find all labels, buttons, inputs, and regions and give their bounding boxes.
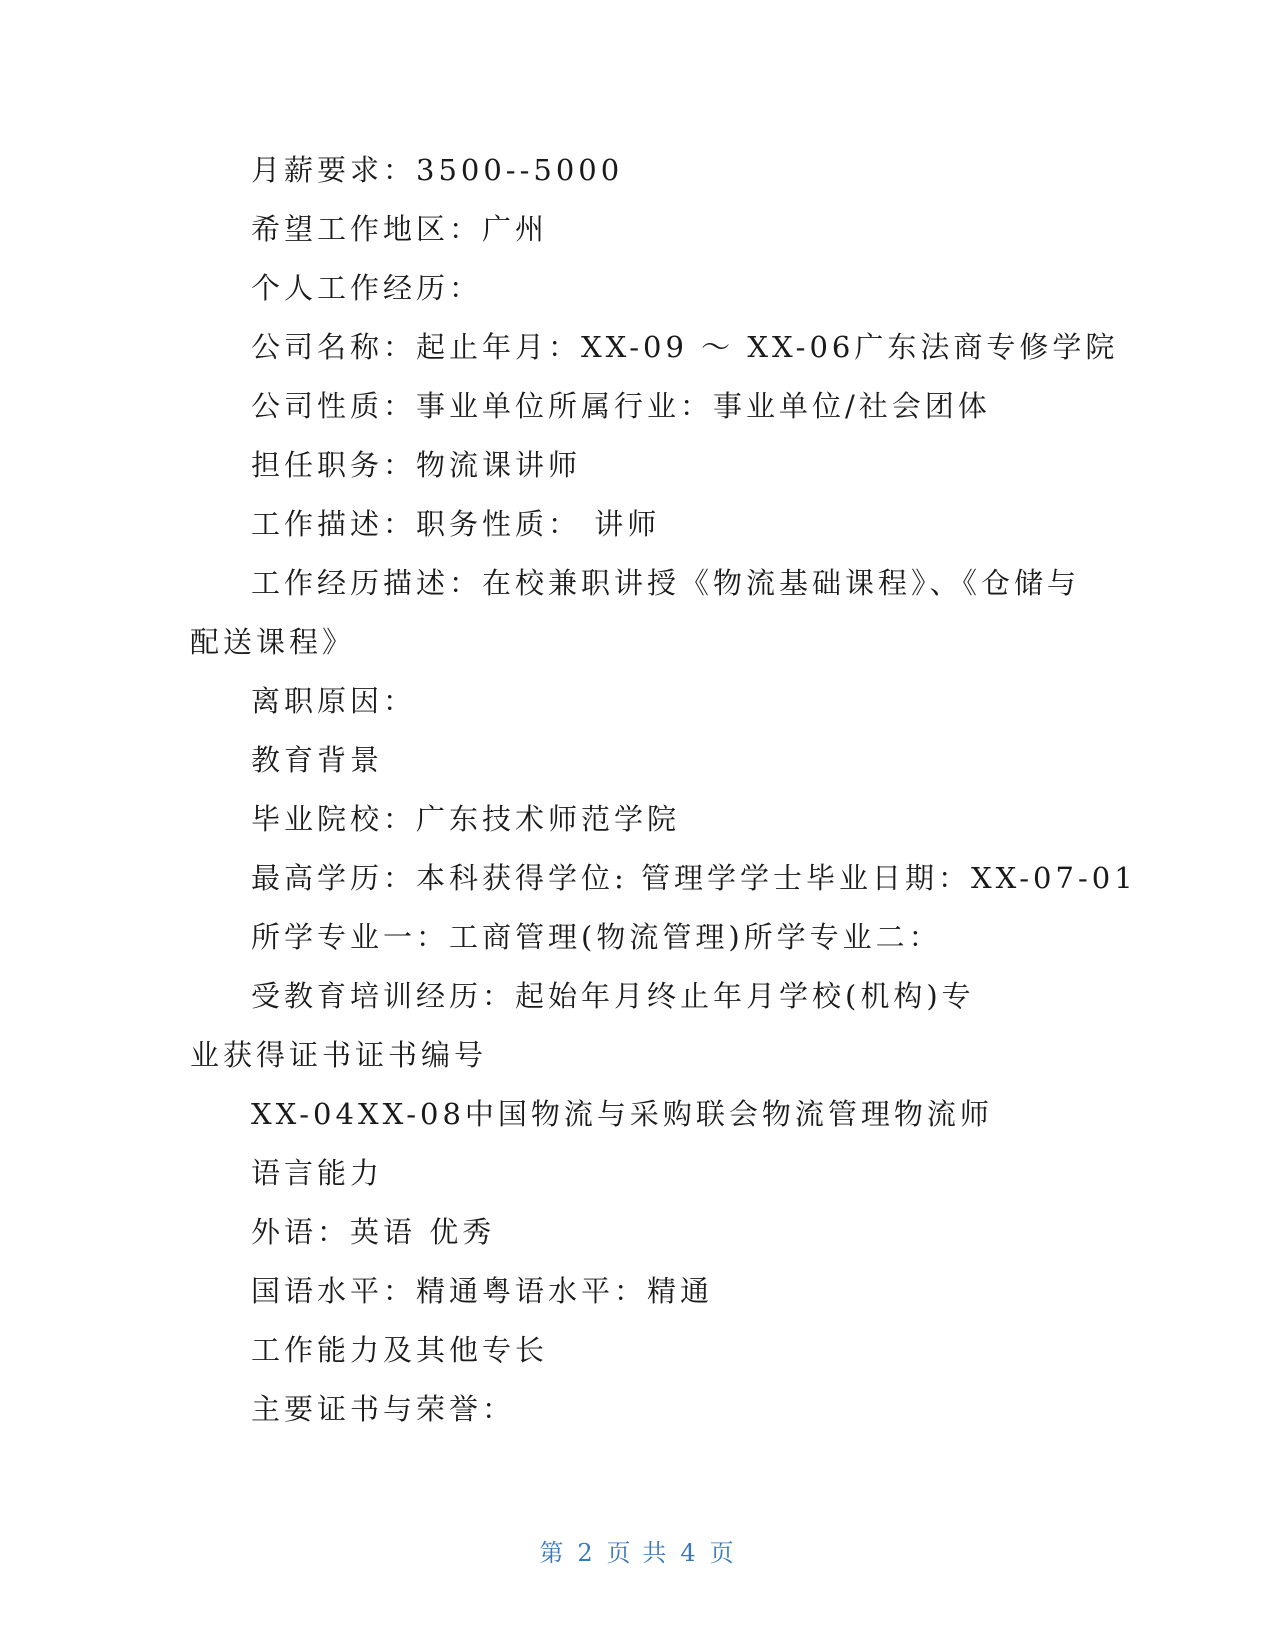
footer-suffix: 页 [709,1539,736,1567]
highest-degree: 最高学历：本科获得学位: 管理学学士毕业日期：XX-07-01 [251,861,1137,895]
desired-location: 希望工作地区：广州 [251,212,549,246]
major: 所学专业一：工商管理(物流管理)所学专业二： [251,920,942,954]
work-experience-description: 工作经历描述：在校兼职讲授《物流基础课程》、《仓储与 [251,566,1081,600]
job-position: 担任职务：物流课讲师 [251,448,582,482]
dialect-level: 国语水平：精通粤语水平：精通 [251,1274,714,1308]
language-heading: 语言能力 [251,1156,384,1190]
page-footer [0,1538,1275,1568]
footer-prefix: 第 [539,1539,566,1567]
company-name: 公司名称：起止年月：XX-09 ～ XX-06广东法商专修学院 [251,330,1119,364]
work-history-heading: 个人工作经历： [251,271,483,305]
education-heading: 教育背景 [251,743,384,777]
footer-middle: 页 共 [606,1539,669,1567]
leaving-reason: 离职原因： [251,684,417,718]
current-page-number: 2 [577,1539,595,1567]
total-page-number: 4 [680,1539,698,1567]
training-entry: XX-04XX-08中国物流与采购联会物流管理物流师 [251,1097,993,1131]
foreign-language: 外语：英语 优秀 [251,1215,496,1249]
graduate-school: 毕业院校：广东技术师范学院 [251,802,681,836]
training-history-cont: 业获得证书证书编号 [190,1038,488,1072]
salary-requirement: 月薪要求：3500--5000 [251,153,624,187]
work-experience-description-cont: 配送课程》 [190,625,356,659]
company-nature: 公司性质：事业单位所属行业：事业单位/社会团体 [251,389,991,423]
training-history: 受教育培训经历：起始年月终止年月学校(机构)专 [251,979,975,1013]
job-description: 工作描述：职务性质： 讲师 [251,507,661,541]
skills-heading: 工作能力及其他专长 [251,1333,549,1367]
certificates-heading: 主要证书与荣誉： [251,1392,516,1426]
